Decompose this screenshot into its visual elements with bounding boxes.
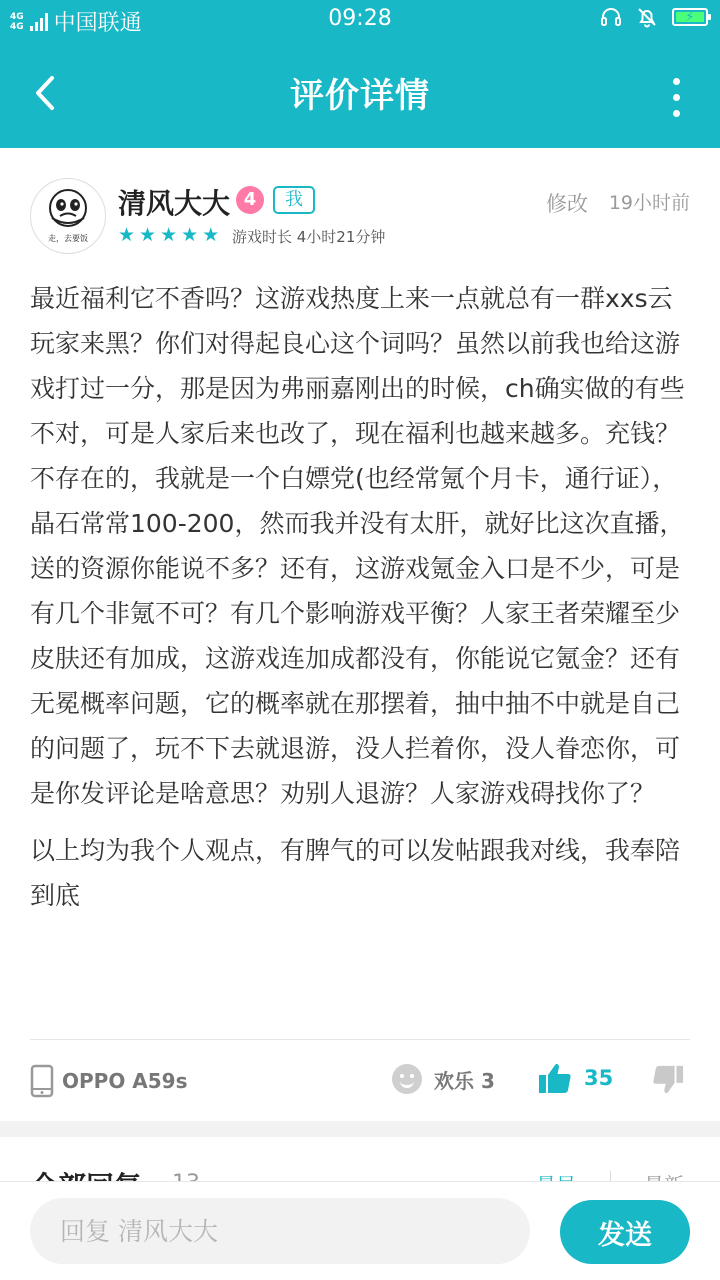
playtime: 游戏时长 4小时21分钟	[232, 228, 386, 246]
avatar[interactable]	[30, 178, 106, 254]
thumbs-up-icon	[538, 1062, 572, 1094]
review-time: 19小时前	[608, 192, 690, 214]
edit-link[interactable]: 修改	[546, 192, 588, 216]
replies-header	[0, 1137, 720, 1181]
star-icon: ★	[181, 224, 199, 246]
page-title: 评价详情	[290, 76, 430, 116]
me-badge: 我	[273, 186, 315, 214]
star-icon: ★	[139, 224, 157, 246]
app-header	[0, 38, 720, 148]
send-button[interactable]: 发送	[560, 1200, 690, 1264]
dislike-button[interactable]	[652, 1064, 684, 1100]
review-paragraph: 以上均为我个人观点，有脾气的可以发帖跟我对线，我奉陪到底	[30, 836, 681, 910]
device-name: OPPO A59s	[62, 1069, 188, 1093]
battery-icon: ⚡	[672, 8, 708, 26]
fun-reaction-button[interactable]	[392, 1064, 495, 1094]
device-info	[30, 1064, 188, 1098]
review-content	[30, 276, 690, 918]
star-rating	[118, 224, 219, 246]
status-time: 09:28	[328, 6, 392, 31]
review-paragraph: 最近福利它不香吗？这游戏热度上来一点就总有一群xxs云玩家来黑？你们对得起良心这个词吗？虽然以前我也给这游戏打过一分，那是因为弗丽嘉刚出的时候，ch确实做的有些不对，可是人家后来也改了，现在福利也越来越多。充钱？不存在的，我就是一个白嫖党(也经常氪个月卡，通行证），晶石常常100-200，然而我并没有太肝，就好比这次直播，送的资源你能说不多？还有，这游戏氪金入口是不少，可是有几个非氪不可？有几个影响游戏平衡？人家王者荣耀至少皮肤还有加成，这游戏连加成都没有，你能说它氪金？还有无冕概率问题，它的概率就在那摆着，抽中抽不中就是自己的问题了，玩不下去就退游，没人拦着你，没人眷恋你，可是你发评论是啥意思？劝别人退游？人家游戏碍找你了？	[30, 284, 685, 808]
more-dot-icon	[673, 110, 680, 117]
more-dot-icon	[673, 78, 680, 85]
divider	[30, 1039, 690, 1040]
avatar-image	[30, 178, 106, 254]
smile-icon	[392, 1064, 422, 1094]
more-dot-icon	[673, 94, 680, 101]
phone-icon	[30, 1064, 54, 1098]
more-options-button[interactable]	[673, 78, 680, 117]
reply-input[interactable]	[30, 1198, 530, 1264]
reply-bar	[0, 1181, 720, 1280]
star-icon: ★	[160, 224, 178, 246]
like-count: 35	[584, 1066, 614, 1090]
like-button[interactable]	[538, 1062, 613, 1094]
carrier-name: 中国联通	[53, 11, 142, 36]
star-icon: ★	[118, 224, 136, 246]
network-type-bottom: 4G	[10, 21, 24, 32]
network-type-top: 4G	[10, 11, 24, 22]
bell-muted-icon	[636, 6, 658, 28]
fun-label: 欢乐 3	[434, 1068, 495, 1093]
star-icon: ★	[202, 224, 220, 246]
status-right	[600, 6, 708, 28]
status-bar	[0, 0, 720, 38]
avatar-caption: 走，去要饭	[48, 234, 88, 243]
level-badge: 4	[236, 186, 264, 214]
headset-icon	[600, 6, 622, 28]
reviewer-name[interactable]: 清风大大	[118, 187, 231, 220]
thumbs-down-icon	[652, 1064, 684, 1096]
section-separator	[0, 1121, 720, 1137]
